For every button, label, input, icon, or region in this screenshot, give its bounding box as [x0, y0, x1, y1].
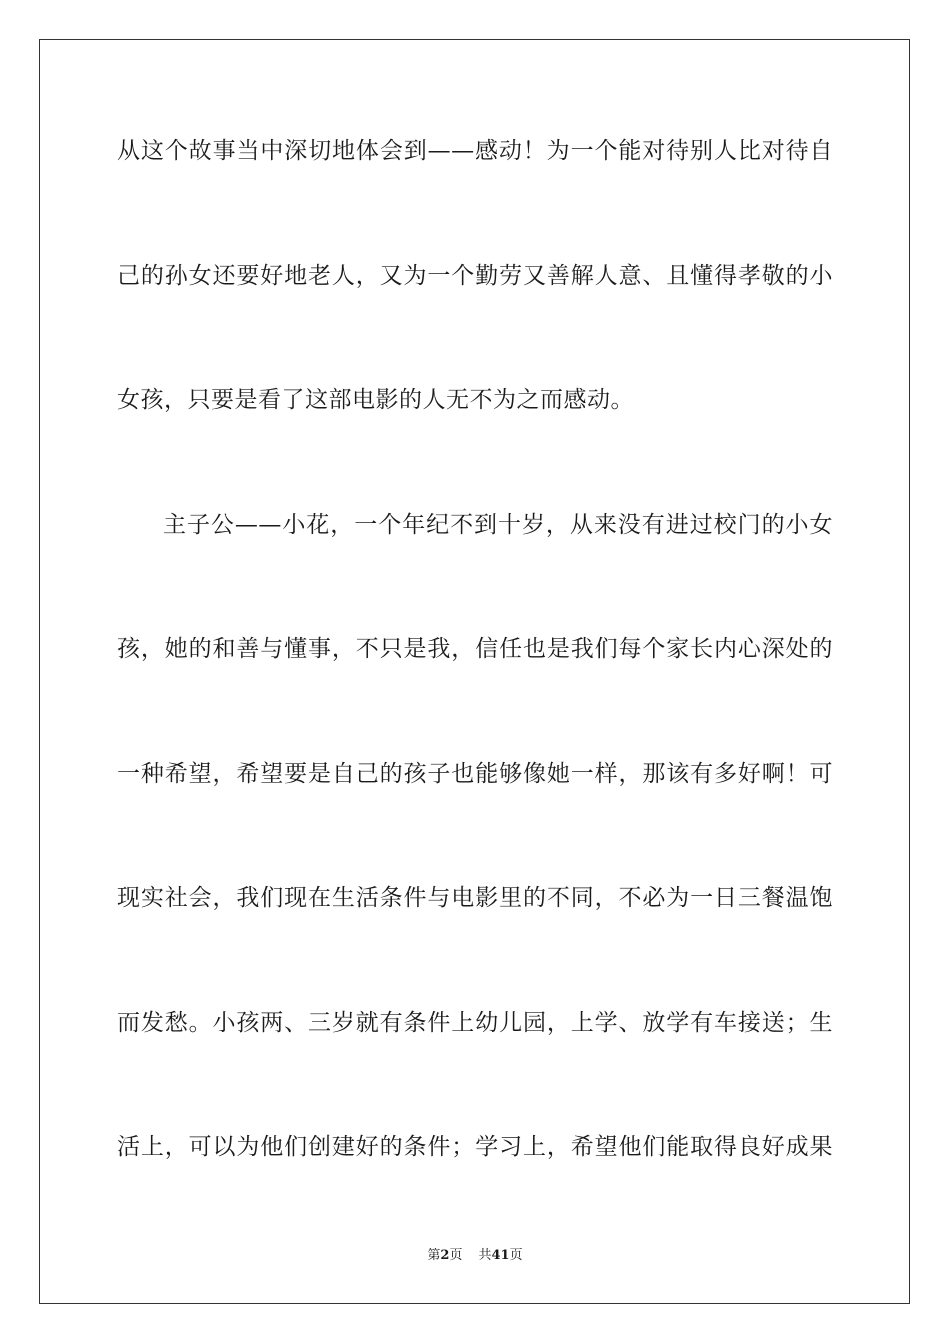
paragraph-line: 主子公——小花，一个年纪不到十岁，从来没有进过校门的小女	[163, 512, 833, 538]
paragraph-line: 活上，可以为他们创建好的条件；学习上，希望他们能取得良好成果	[117, 1134, 833, 1160]
page-number: 2	[440, 1248, 450, 1263]
paragraph-line: 己的孙女还要好地老人，又为一个勤劳又善解人意、且懂得孝敬的小	[117, 263, 833, 289]
paragraph-line: 孩，她的和善与懂事，不只是我，信任也是我们每个家长内心深处的	[117, 636, 833, 662]
total-prefix: 共	[478, 1248, 492, 1263]
paragraph-line: 从这个故事当中深切地体会到——感动！为一个能对待别人比对待自	[117, 138, 833, 164]
paragraph-line: 一种希望，希望要是自己的孩子也能够像她一样，那该有多好啊！可	[117, 761, 833, 787]
paragraph-line: 现实社会，我们现在生活条件与电影里的不同，不必为一日三餐温饱	[117, 885, 833, 911]
paragraph-line: 而发愁。小孩两、三岁就有条件上幼儿园，上学、放学有车接送；生	[117, 1010, 833, 1036]
page-footer	[0, 1247, 950, 1265]
page-suffix: 页	[449, 1248, 463, 1263]
total-pages: 41	[491, 1248, 510, 1263]
page-border	[39, 39, 910, 1304]
page-prefix: 第	[427, 1248, 441, 1263]
paragraph-line: 女孩，只要是看了这部电影的人无不为之而感动。	[117, 387, 634, 413]
total-suffix: 页	[509, 1248, 523, 1263]
